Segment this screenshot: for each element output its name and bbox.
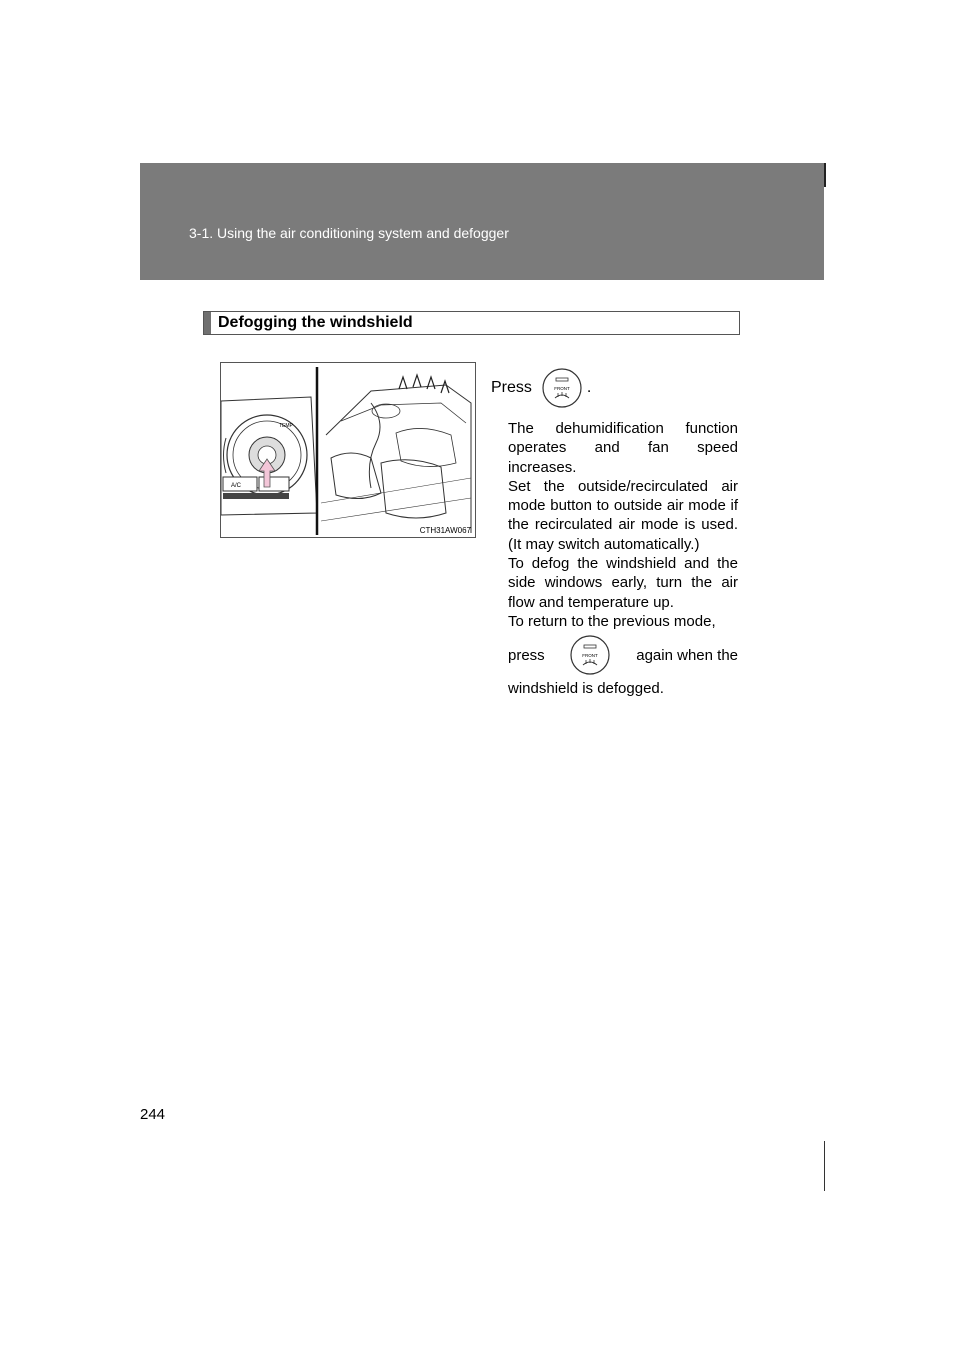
figure-code: CTH31AW067 [419,526,471,535]
chapter-title: 3-1. Using the air conditioning system and defogger [189,225,509,241]
ac-label: A/C [231,483,242,489]
dashboard-drawing [221,363,475,537]
defroster-illustration [220,362,476,538]
page-number: 244 [140,1106,166,1123]
paragraph-outside-air: Set the outside/recirculated air mode button to outside air mode if the recirculated air mode is used. (It may switch automatically.) [508,477,738,553]
temp-label: TEMP [279,423,293,429]
front-defroster-button-icon [570,635,610,675]
press-text: Press [491,379,532,396]
page-header [140,163,824,280]
section-heading-text: Defogging the windshield [218,314,413,331]
paragraph-return-end: windshield is defogged. [508,680,664,698]
front-defroster-button-icon [542,368,582,408]
inline-again-text: again when the [636,646,738,664]
footer-edge-mark [824,1141,825,1191]
instruction-body [508,419,738,699]
section-heading [203,311,740,335]
paragraph-defog-early: To defog the windshield and the side windows early, turn the air flow and temperature up. [508,555,738,611]
press-instruction [491,368,591,408]
paragraph-dehumidification: The dehumidification function operates and fan speed increases. [508,420,738,476]
press-suffix: . [586,379,592,396]
header-edge-mark [824,163,826,187]
inline-press-row [508,634,738,676]
svg-text:FRONT: FRONT [554,386,570,391]
svg-text:FRONT: FRONT [582,653,599,659]
paragraph-return-start: To return to the previous mode, [508,612,716,630]
inline-press-text: press [508,646,545,664]
section-heading-bar [204,312,211,334]
